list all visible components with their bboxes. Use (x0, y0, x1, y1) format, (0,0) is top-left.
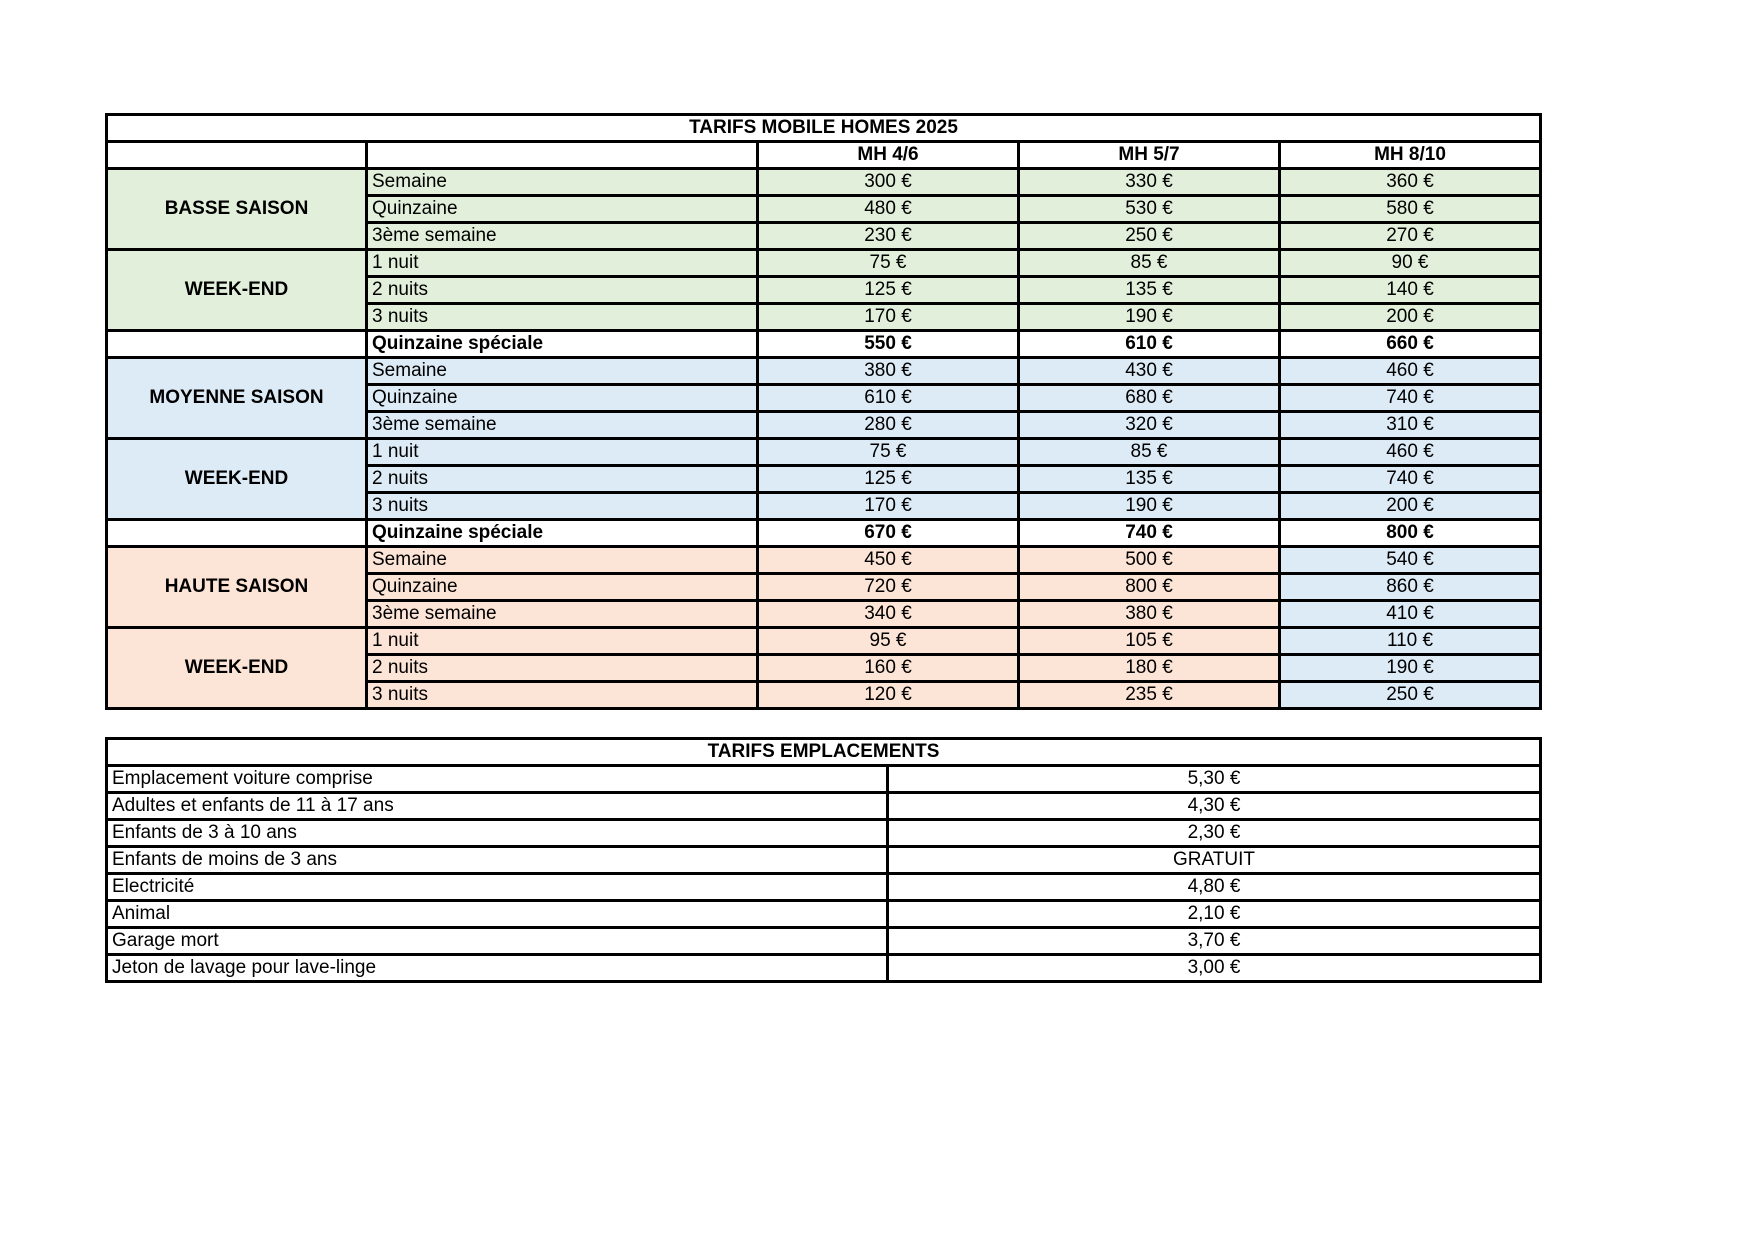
rate-value: 90 € (1280, 250, 1541, 277)
pitch-row (107, 847, 1541, 874)
pitch-item-label: Enfants de 3 à 10 ans (107, 820, 888, 847)
pitch-item-label: Electricité (107, 874, 888, 901)
pitch-title-row (107, 739, 1541, 766)
rates-title-row (107, 115, 1541, 142)
rate-value: 430 € (1019, 358, 1280, 385)
special-rate-value: 610 € (1019, 331, 1280, 358)
rate-value: 740 € (1280, 466, 1541, 493)
rate-row (107, 169, 1541, 196)
rate-value: 120 € (758, 682, 1019, 709)
pitch-item-price: 2,10 € (888, 901, 1541, 928)
rate-period-label: 1 nuit (367, 250, 758, 277)
column-header-mh57: MH 5/7 (1019, 142, 1280, 169)
rate-value: 125 € (758, 466, 1019, 493)
header-empty-cell (107, 142, 367, 169)
rate-period-label: 1 nuit (367, 628, 758, 655)
rate-row (107, 547, 1541, 574)
rate-value: 680 € (1019, 385, 1280, 412)
rate-period-label: 3ème semaine (367, 223, 758, 250)
pitch-item-label: Jeton de lavage pour lave-linge (107, 955, 888, 982)
rates-header-row (107, 142, 1541, 169)
rate-value: 200 € (1280, 493, 1541, 520)
pitch-item-price: 5,30 € (888, 766, 1541, 793)
header-empty-cell (367, 142, 758, 169)
rate-value: 230 € (758, 223, 1019, 250)
pitch-rates-table (105, 737, 1542, 983)
rate-value: 410 € (1280, 601, 1541, 628)
rate-value: 300 € (758, 169, 1019, 196)
special-rate-value: 550 € (758, 331, 1019, 358)
rate-period-label: 1 nuit (367, 439, 758, 466)
mobile-homes-rates-table (105, 113, 1542, 710)
rate-value: 85 € (1019, 250, 1280, 277)
season-group-label: WEEK-END (107, 250, 367, 331)
rate-period-label: 3ème semaine (367, 412, 758, 439)
rate-value: 800 € (1019, 574, 1280, 601)
season-group-label: BASSE SAISON (107, 169, 367, 250)
rate-value: 330 € (1019, 169, 1280, 196)
special-rate-value: 800 € (1280, 520, 1541, 547)
rate-row (107, 358, 1541, 385)
rate-value: 460 € (1280, 358, 1541, 385)
rate-value: 200 € (1280, 304, 1541, 331)
rate-row (107, 628, 1541, 655)
rate-period-label: 3 nuits (367, 682, 758, 709)
pitch-row (107, 901, 1541, 928)
pitch-item-price: 3,00 € (888, 955, 1541, 982)
rate-period-label: Quinzaine (367, 385, 758, 412)
pitch-item-label: Enfants de moins de 3 ans (107, 847, 888, 874)
rate-value: 320 € (1019, 412, 1280, 439)
special-rate-value: 740 € (1019, 520, 1280, 547)
special-rate-label: Quinzaine spéciale (367, 331, 758, 358)
rate-value: 135 € (1019, 277, 1280, 304)
special-rate-value: 670 € (758, 520, 1019, 547)
special-rate-row (107, 331, 1541, 358)
rate-period-label: 3ème semaine (367, 601, 758, 628)
rate-value: 235 € (1019, 682, 1280, 709)
rate-period-label: 3 nuits (367, 493, 758, 520)
rate-value: 170 € (758, 493, 1019, 520)
rate-period-label: 2 nuits (367, 466, 758, 493)
rate-period-label: Quinzaine (367, 574, 758, 601)
rates-body (107, 169, 1541, 709)
season-group-label: MOYENNE SAISON (107, 358, 367, 439)
rate-value: 500 € (1019, 547, 1280, 574)
rate-value: 250 € (1280, 682, 1541, 709)
pitch-row (107, 874, 1541, 901)
pitch-item-price: GRATUIT (888, 847, 1541, 874)
rate-value: 720 € (758, 574, 1019, 601)
pitch-row (107, 793, 1541, 820)
pitch-row (107, 820, 1541, 847)
special-rate-label: Quinzaine spéciale (367, 520, 758, 547)
rate-value: 540 € (1280, 547, 1541, 574)
pitch-row (107, 955, 1541, 982)
rate-value: 190 € (1019, 304, 1280, 331)
rate-value: 580 € (1280, 196, 1541, 223)
rate-value: 75 € (758, 439, 1019, 466)
rate-value: 105 € (1019, 628, 1280, 655)
rate-value: 530 € (1019, 196, 1280, 223)
rate-value: 85 € (1019, 439, 1280, 466)
rate-value: 360 € (1280, 169, 1541, 196)
rate-value: 270 € (1280, 223, 1541, 250)
price-sheet (105, 113, 1539, 983)
pitch-item-price: 3,70 € (888, 928, 1541, 955)
rate-value: 75 € (758, 250, 1019, 277)
rate-value: 740 € (1280, 385, 1541, 412)
rate-value: 110 € (1280, 628, 1541, 655)
special-empty-cell (107, 331, 367, 358)
season-group-label: WEEK-END (107, 439, 367, 520)
rate-value: 610 € (758, 385, 1019, 412)
pitch-body (107, 766, 1541, 982)
rate-value: 135 € (1019, 466, 1280, 493)
rate-value: 95 € (758, 628, 1019, 655)
rates-title: TARIFS MOBILE HOMES 2025 (107, 115, 1541, 142)
pitch-item-price: 4,30 € (888, 793, 1541, 820)
rate-value: 160 € (758, 655, 1019, 682)
column-header-mh810: MH 8/10 (1280, 142, 1541, 169)
pitch-row (107, 766, 1541, 793)
season-group-label: WEEK-END (107, 628, 367, 709)
rate-value: 180 € (1019, 655, 1280, 682)
rate-period-label: Quinzaine (367, 196, 758, 223)
column-header-mh46: MH 4/6 (758, 142, 1019, 169)
rate-value: 170 € (758, 304, 1019, 331)
rate-value: 190 € (1019, 493, 1280, 520)
rate-value: 310 € (1280, 412, 1541, 439)
pitch-title: TARIFS EMPLACEMENTS (107, 739, 1541, 766)
rate-value: 380 € (1019, 601, 1280, 628)
rate-period-label: Semaine (367, 358, 758, 385)
rate-row (107, 439, 1541, 466)
rate-value: 480 € (758, 196, 1019, 223)
pitch-row (107, 928, 1541, 955)
rate-value: 140 € (1280, 277, 1541, 304)
pitch-item-label: Emplacement voiture comprise (107, 766, 888, 793)
pitch-item-label: Animal (107, 901, 888, 928)
rate-value: 450 € (758, 547, 1019, 574)
special-rate-row (107, 520, 1541, 547)
rate-value: 380 € (758, 358, 1019, 385)
rate-period-label: 2 nuits (367, 277, 758, 304)
pitch-item-label: Garage mort (107, 928, 888, 955)
pitch-item-label: Adultes et enfants de 11 à 17 ans (107, 793, 888, 820)
rate-value: 125 € (758, 277, 1019, 304)
rate-value: 190 € (1280, 655, 1541, 682)
rate-period-label: 3 nuits (367, 304, 758, 331)
pitch-item-price: 4,80 € (888, 874, 1541, 901)
rate-value: 860 € (1280, 574, 1541, 601)
pitch-item-price: 2,30 € (888, 820, 1541, 847)
special-rate-value: 660 € (1280, 331, 1541, 358)
rate-period-label: Semaine (367, 547, 758, 574)
season-group-label: HAUTE SAISON (107, 547, 367, 628)
rate-period-label: 2 nuits (367, 655, 758, 682)
rate-period-label: Semaine (367, 169, 758, 196)
rate-value: 250 € (1019, 223, 1280, 250)
rate-row (107, 250, 1541, 277)
rate-value: 460 € (1280, 439, 1541, 466)
rate-value: 280 € (758, 412, 1019, 439)
special-empty-cell (107, 520, 367, 547)
rate-value: 340 € (758, 601, 1019, 628)
